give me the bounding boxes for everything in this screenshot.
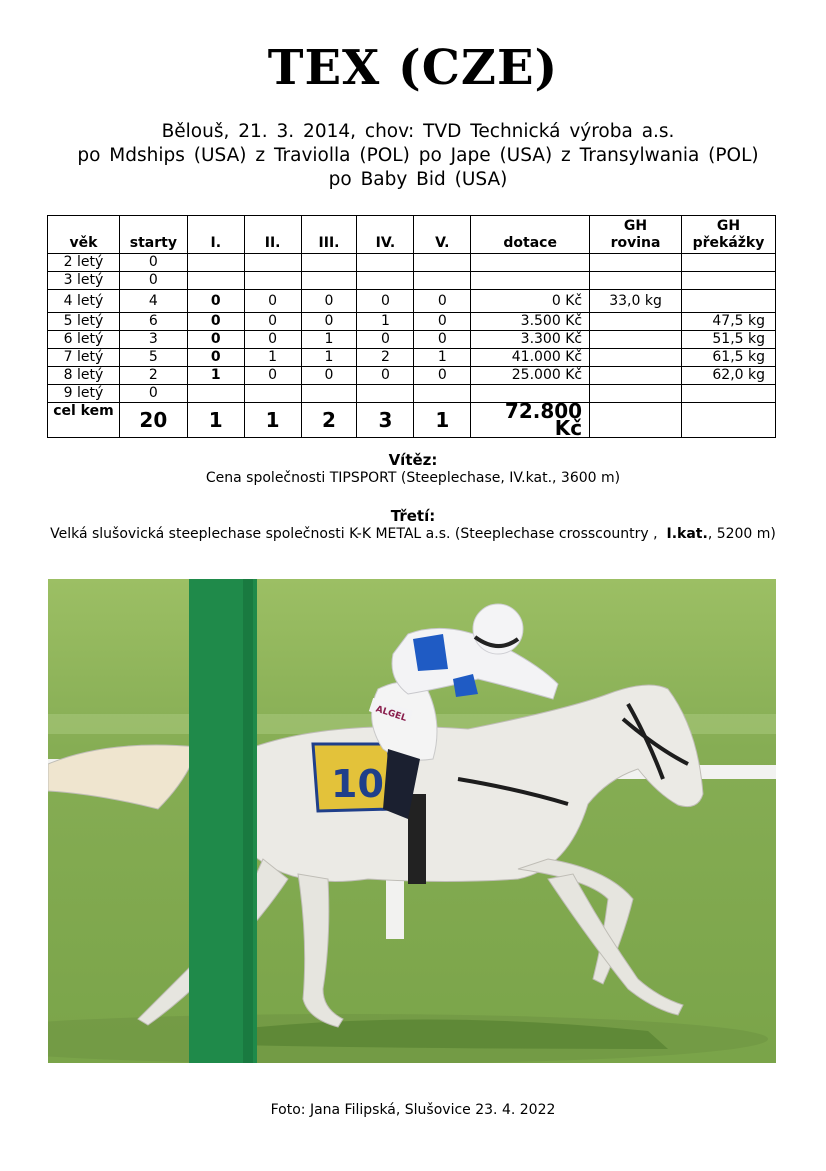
col-gh-flat-line1: GH — [623, 218, 648, 234]
cell-prize — [471, 272, 590, 290]
cell-second: 0 — [244, 367, 301, 385]
col-age: věk — [48, 216, 120, 254]
saddle-cloth — [313, 744, 393, 811]
cell-fifth — [414, 385, 471, 403]
col-third: III. — [301, 216, 357, 254]
cell-third — [301, 254, 357, 272]
cell-starts: 3 — [119, 331, 187, 349]
total-gh-flat — [590, 403, 682, 438]
table-total-row — [48, 403, 776, 438]
cell-gh-jump: 47,5 kg — [681, 313, 775, 331]
cell-fifth: 0 — [414, 290, 471, 313]
cell-age: 3 letý — [48, 272, 120, 290]
total-prize: 72.800 Kč — [471, 403, 590, 438]
cell-fourth — [357, 385, 414, 403]
cell-first: 0 — [187, 331, 244, 349]
cell-fourth: 2 — [357, 349, 414, 367]
cell-age: 6 letý — [48, 331, 120, 349]
cell-gh-flat — [590, 367, 682, 385]
cell-fifth: 1 — [414, 349, 471, 367]
cell-age: 9 letý — [48, 385, 120, 403]
cell-gh-flat — [590, 254, 682, 272]
cell-second: 1 — [244, 349, 301, 367]
cell-second: 0 — [244, 290, 301, 313]
cell-gh-jump: 62,0 kg — [681, 367, 775, 385]
cell-second — [244, 385, 301, 403]
cell-first: 0 — [187, 313, 244, 331]
col-gh-flat — [590, 216, 682, 254]
page-title: TEX (CZE) — [267, 40, 559, 96]
cell-gh-flat — [590, 385, 682, 403]
col-fourth: IV. — [357, 216, 414, 254]
table-row — [48, 254, 776, 272]
cell-starts: 5 — [119, 349, 187, 367]
cell-age: 4 letý — [48, 290, 120, 313]
cell-third — [301, 385, 357, 403]
cell-first: 0 — [187, 290, 244, 313]
table-row — [48, 272, 776, 290]
cell-gh-flat — [590, 313, 682, 331]
winner-race: Cena společnosti TIPSPORT (Steeplechase, IV.kat., 3600 m) — [205, 470, 621, 486]
total-starts: 20 — [119, 403, 187, 438]
total-gh-jump — [681, 403, 775, 438]
cell-fourth: 1 — [357, 313, 414, 331]
cell-starts: 0 — [119, 272, 187, 290]
cell-first: 0 — [187, 349, 244, 367]
cell-starts: 6 — [119, 313, 187, 331]
cell-age: 2 letý — [48, 254, 120, 272]
photo-caption: Foto: Jana Filipská, Slušovice 23. 4. 2022 — [270, 1102, 556, 1118]
col-first: I. — [187, 216, 244, 254]
total-first: 1 — [187, 403, 244, 438]
cell-gh-flat — [590, 272, 682, 290]
total-third: 2 — [301, 403, 357, 438]
cell-prize: 3.300 Kč — [471, 331, 590, 349]
cell-gh-jump: 61,5 kg — [681, 349, 775, 367]
cell-gh-flat: 33,0 kg — [590, 290, 682, 313]
table-row — [48, 367, 776, 385]
cell-starts: 0 — [119, 385, 187, 403]
cell-first — [187, 254, 244, 272]
cell-first — [187, 385, 244, 403]
col-gh-jump-line1: GH — [716, 218, 741, 234]
cell-starts: 2 — [119, 367, 187, 385]
cell-first: 1 — [187, 367, 244, 385]
cell-starts: 4 — [119, 290, 187, 313]
third-race-class: I.kat. — [666, 526, 708, 542]
pedigree-line-2: po Baby Bid (USA) — [328, 169, 508, 190]
horse-info-line-1: Běl​ouš, 21. 3. 2014, chov: TVD Technická výroba a.s. — [161, 121, 675, 142]
cell-third: 1 — [301, 349, 357, 367]
cell-fifth: 0 — [414, 331, 471, 349]
col-gh-jump-line2: překážky — [692, 235, 765, 251]
col-second: II. — [244, 216, 301, 254]
cell-fourth: 0 — [357, 331, 414, 349]
race-photo — [48, 579, 776, 1063]
cell-age: 5 letý — [48, 313, 120, 331]
cell-gh-jump — [681, 272, 775, 290]
cell-second: 0 — [244, 331, 301, 349]
third-race — [0, 526, 826, 542]
col-gh-jump — [681, 216, 775, 254]
saddle-number: 10 — [331, 762, 384, 806]
cell-fourth: 0 — [357, 290, 414, 313]
cell-fifth: 0 — [414, 313, 471, 331]
cell-gh-flat — [590, 331, 682, 349]
cell-fourth — [357, 254, 414, 272]
cell-age: 7 letý — [48, 349, 120, 367]
cell-prize: 3.500 Kč — [471, 313, 590, 331]
cell-second — [244, 254, 301, 272]
cell-third: 0 — [301, 367, 357, 385]
cell-fifth — [414, 254, 471, 272]
total-fourth: 3 — [357, 403, 414, 438]
table-header-row — [48, 216, 776, 254]
table-row — [48, 313, 776, 331]
cell-gh-jump — [681, 254, 775, 272]
total-second: 1 — [244, 403, 301, 438]
cell-prize: 41.000 Kč — [471, 349, 590, 367]
cell-third: 0 — [301, 313, 357, 331]
col-gh-flat-line2: rovina — [610, 235, 661, 251]
col-starts: starty — [119, 216, 187, 254]
third-heading: Třetí: — [390, 507, 436, 525]
third-race-distance: , 5200 m) — [707, 526, 776, 542]
career-stats-table — [47, 215, 776, 438]
cell-second — [244, 272, 301, 290]
cell-first — [187, 272, 244, 290]
sponsor-patch: ALGEL — [374, 704, 408, 724]
cell-third: 0 — [301, 290, 357, 313]
total-label: cel kem — [48, 403, 120, 438]
cell-second: 0 — [244, 313, 301, 331]
col-fifth: V. — [414, 216, 471, 254]
table-row — [48, 385, 776, 403]
cell-fifth: 0 — [414, 367, 471, 385]
cell-fifth — [414, 272, 471, 290]
third-race-text: Velká slušovická steeplechase společnosti K-K METAL a.s. (Steeplechase crosscountry , — [50, 526, 658, 542]
table-row — [48, 290, 776, 313]
cell-starts: 0 — [119, 254, 187, 272]
cell-gh-jump — [681, 385, 775, 403]
cell-fourth: 0 — [357, 367, 414, 385]
cell-prize: 0 Kč — [471, 290, 590, 313]
cell-third: 1 — [301, 331, 357, 349]
table-row — [48, 349, 776, 367]
cell-gh-jump — [681, 290, 775, 313]
cell-gh-flat — [590, 349, 682, 367]
cell-third — [301, 272, 357, 290]
cell-prize: 25.000 Kč — [471, 367, 590, 385]
cell-prize — [471, 254, 590, 272]
pedigree-line-1: po Mdships (USA) z Traviolla (POL) po Jape (USA) z Transylwania (POL) — [77, 145, 759, 166]
cell-gh-jump: 51,5 kg — [681, 331, 775, 349]
winner-heading: Vítěz: — [388, 451, 438, 469]
table-row — [48, 331, 776, 349]
cell-fourth — [357, 272, 414, 290]
total-fifth: 1 — [414, 403, 471, 438]
cell-age: 8 letý — [48, 367, 120, 385]
col-prize: dotace — [471, 216, 590, 254]
